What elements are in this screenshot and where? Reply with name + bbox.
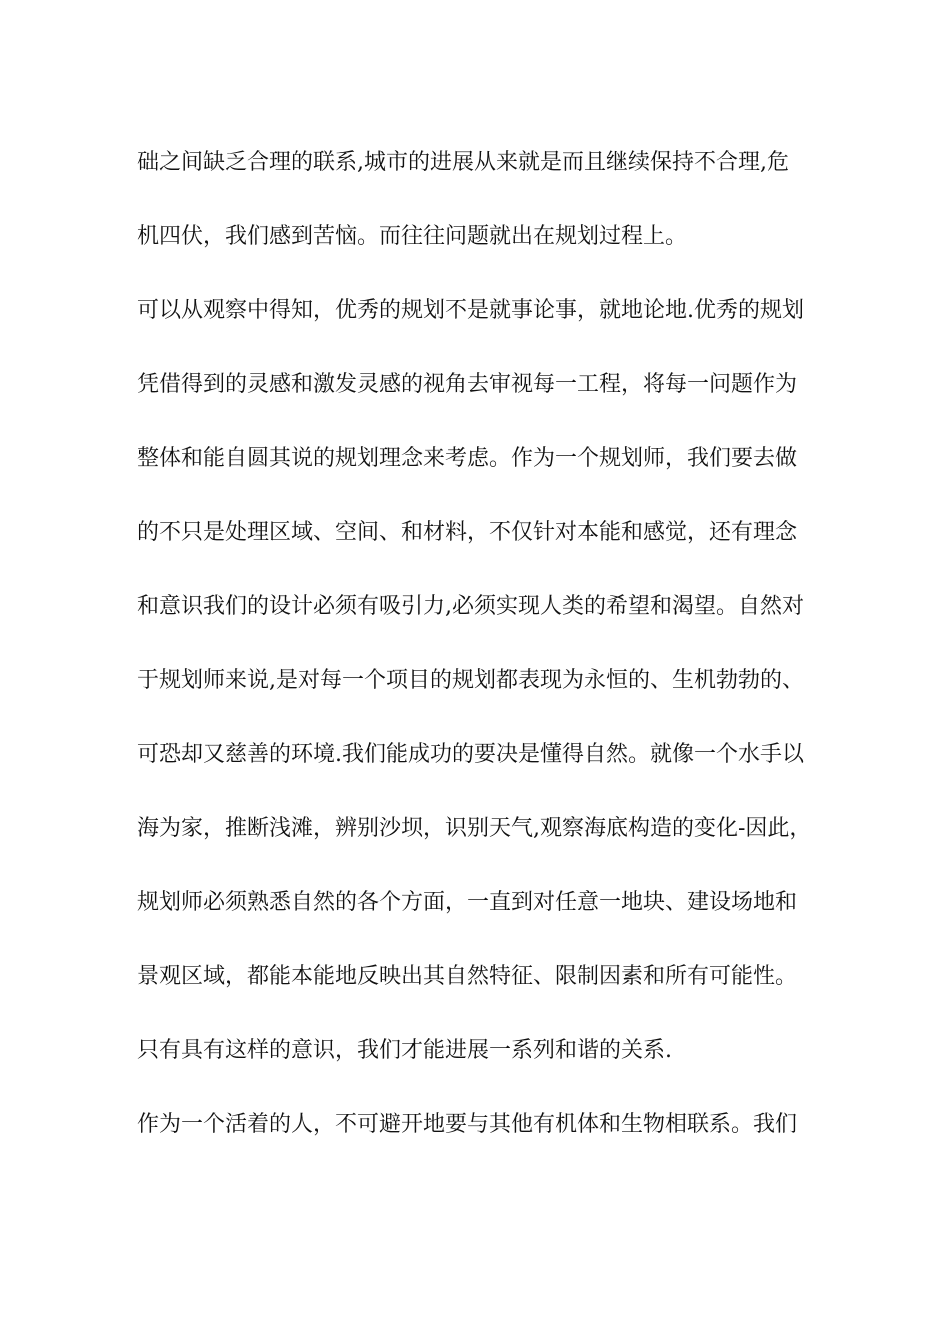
text-line: 规划师必须熟悉自然的各个方面，一直到对任意一地块、建设场地和 xyxy=(137,890,798,915)
text-line: 和意识我们的设计必须有吸引力,必须实现人类的希望和渴望。自然对 xyxy=(137,594,804,619)
text-line: 可恐却又慈善的环境.我们能成功的要决是懂得自然。就像一个水手以 xyxy=(137,742,804,767)
text-line: 整体和能自圆其说的规划理念来考虑。作为一个规划师，我们要去做 xyxy=(137,446,798,471)
text-line: 作为一个活着的人，不可避开地要与其他有机体和生物相联系。我们 xyxy=(137,1112,798,1137)
text-line: 的不只是处理区域、空间、和材料，不仅针对本能和感觉，还有理念 xyxy=(137,520,798,545)
text-line: 景观区域，都能本能地反映出其自然特征、限制因素和所有可能性。 xyxy=(137,964,798,989)
text-line: 于规划师来说,是对每一个项目的规划都表现为永恒的、生机勃勃的、 xyxy=(137,668,804,693)
text-line: 凭借得到的灵感和激发灵感的视角去审视每一工程，将每一问题作为 xyxy=(137,372,798,397)
text-line: 础之间缺乏合理的联系,城市的进展从来就是而且继续保持不合理,危 xyxy=(137,150,789,175)
text-line: 只有具有这样的意识，我们才能进展一系列和谐的关系. xyxy=(137,1038,672,1063)
text-line: 机四伏，我们感到苦恼。而往往问题就出在规划过程上。 xyxy=(137,224,688,249)
body-text xyxy=(137,140,827,1176)
text-line: 可以从观察中得知，优秀的规划不是就事论事，就地论地.优秀的规划 xyxy=(137,298,804,323)
text-line: 海为家，推断浅滩，辨别沙坝，识别天气,观察海底构造的变化-因此， xyxy=(137,816,812,841)
